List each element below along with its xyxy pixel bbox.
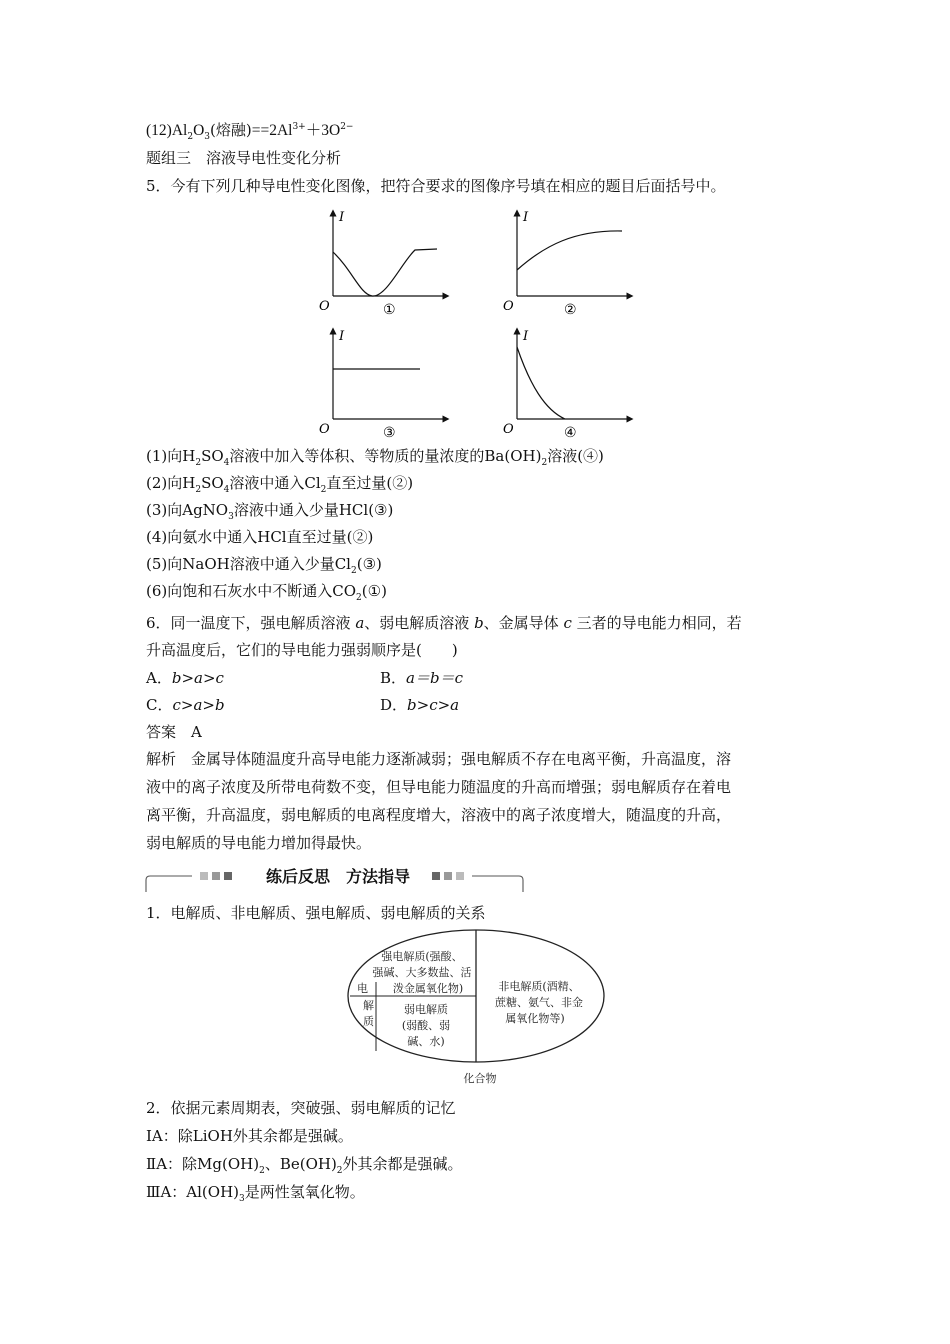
banner-square: [224, 872, 232, 880]
eq-arrow: ==: [251, 122, 270, 139]
sec2-line-3: ⅢA：$Al(OH)_3$是两性氢氧化物。: [146, 1183, 365, 1204]
banner-rule-left: [146, 876, 192, 892]
eq-sub: 2: [187, 132, 194, 142]
graph-3-number: ③: [383, 425, 396, 441]
banner-square: [456, 872, 464, 880]
q5-item-2: (2)向$H_2SO_4$溶液中通入$Cl_2$直至过量(②): [146, 474, 414, 495]
eq-text: (12)Al: [146, 122, 188, 139]
q6-analysis-line-3: 离平衡，升高温度，弱电解质的电离程度增大，溶液中的离子浓度增大，随温度的升高，: [146, 806, 732, 824]
graph-1: [319, 210, 446, 318]
eq-text: ＋3O: [305, 122, 341, 139]
graph-4: [503, 329, 630, 441]
q6-analysis-line-2: 液中的离子浓度及所带电荷数不变，但导电能力随温度的升高而增强；弱电解质存在着电: [146, 778, 732, 796]
graph-2-origin: O: [503, 299, 514, 314]
graph-1-curve: [333, 249, 437, 296]
graph-2-curve: [517, 231, 622, 270]
compound-label: 化合物: [463, 1072, 497, 1085]
conductivity-graphs: [0, 0, 950, 450]
weak-electrolyte-line-3: 碱、水): [407, 1035, 445, 1048]
q6-option-b: B．a＝b＝c: [380, 669, 463, 687]
q6-stem-line-1: 6．同一温度下，强电解质溶液 a、弱电解质溶液 b、金属导体 c 三者的导电能力相同，若: [146, 614, 742, 632]
section-banner: [0, 860, 950, 900]
sec2-line-1: ⅠA：除LiOH外其余都是强碱。: [146, 1127, 353, 1145]
electrolyte-diagram: [0, 925, 950, 1090]
q5-item-3: (3)向AgNO$_3$溶液中通入少量HCl(③): [146, 501, 394, 522]
banner-square: [212, 872, 220, 880]
q5-item-4: (4)向氨水中通入HCl直至过量(②): [146, 528, 374, 546]
graph-3: [319, 329, 446, 441]
q6-option-d: D．b>c>a: [380, 696, 460, 714]
q5-item-5: (5)向NaOH溶液中通入少量$Cl_2(③)$: [146, 555, 382, 576]
sec1-title: 1．电解质、非电解质、强电解质、弱电解质的关系: [146, 904, 486, 922]
q6-analysis-line-4: 弱电解质的导电能力增加得最快。: [146, 834, 372, 852]
graph-4-number: ④: [564, 425, 577, 441]
eq-sup: 3+: [292, 122, 306, 132]
graph-3-origin: O: [319, 422, 330, 437]
graph-4-curve: [517, 347, 565, 419]
eq-sup: 2−: [340, 122, 354, 132]
graph-1-origin: O: [319, 299, 330, 314]
non-electrolyte-line-2: 蔗糖、氨气、非金: [495, 996, 583, 1009]
graph-4-origin: O: [503, 422, 514, 437]
non-electrolyte-line-1: 非电解质(酒精、: [498, 980, 580, 993]
q6-option-a: A．b>a>c: [146, 669, 224, 687]
weak-electrolyte-line-2: (弱酸、弱: [401, 1019, 451, 1032]
graph-2: [503, 210, 630, 318]
electrolyte-char-2: 解: [363, 999, 374, 1012]
eq-text: 2Al: [269, 122, 293, 139]
electrolyte-char-1: 电: [357, 982, 368, 995]
graph-4-y-label: I: [523, 329, 529, 344]
strong-electrolyte-line-3: 泼金属氧化物): [392, 982, 464, 995]
q5-item-6: (6)向饱和石灰水中不断通入$CO_2(①)$: [146, 582, 387, 603]
q5-stem: 5．今有下列几种导电性变化图像，把符合要求的图像序号填在相应的题目后面括号中。: [146, 177, 726, 195]
q6-answer: 答案 A: [146, 723, 202, 741]
graph-1-y-label: I: [339, 210, 345, 225]
graph-3-y-label: I: [339, 329, 345, 344]
strong-electrolyte-line-2: 强碱、大多数盐、活: [372, 966, 472, 979]
eq-condition: (熔融): [210, 121, 252, 139]
q6-option-c: C．c>a>b: [146, 696, 225, 714]
q5-item-1: (1)向$H_2SO_4$溶液中加入等体积、等物质的量浓度的$Ba(OH)_2$溶液(④): [146, 447, 604, 468]
sec2-title: 2．依据元素周期表，突破强、弱电解质的记忆: [146, 1099, 456, 1117]
group3-title: 题组三 溶液导电性变化分析: [146, 149, 342, 167]
graph-2-y-label: I: [523, 210, 529, 225]
q6-stem-line-2: 升高温度后，它们的导电能力强弱顺序是( ): [146, 641, 458, 659]
strong-electrolyte-line-1: 强电解质(强酸、: [381, 950, 463, 963]
non-electrolyte-line-3: 属氧化物等): [505, 1012, 565, 1025]
banner-rule-right: [472, 876, 523, 892]
banner-title: 练后反思 方法指导: [265, 867, 410, 886]
banner-square: [200, 872, 208, 880]
q6-analysis-line-1: 解析 金属导体随温度升高导电能力逐渐减弱；强电解质不存在电离平衡，升高温度，溶: [146, 750, 732, 768]
electrolyte-char-3: 质: [363, 1015, 374, 1028]
eq-sub: 3: [204, 132, 210, 142]
sec2-line-2: ⅡA：除$Mg(OH)_2$、$Be(OH)_2$外其余都是强碱。: [146, 1155, 463, 1176]
banner-square: [444, 872, 452, 880]
graph-2-number: ②: [564, 302, 577, 318]
graph-1-number: ①: [383, 302, 396, 318]
banner-square: [432, 872, 440, 880]
weak-electrolyte-line-1: 弱电解质: [404, 1003, 448, 1016]
eq-text: O: [193, 122, 205, 139]
